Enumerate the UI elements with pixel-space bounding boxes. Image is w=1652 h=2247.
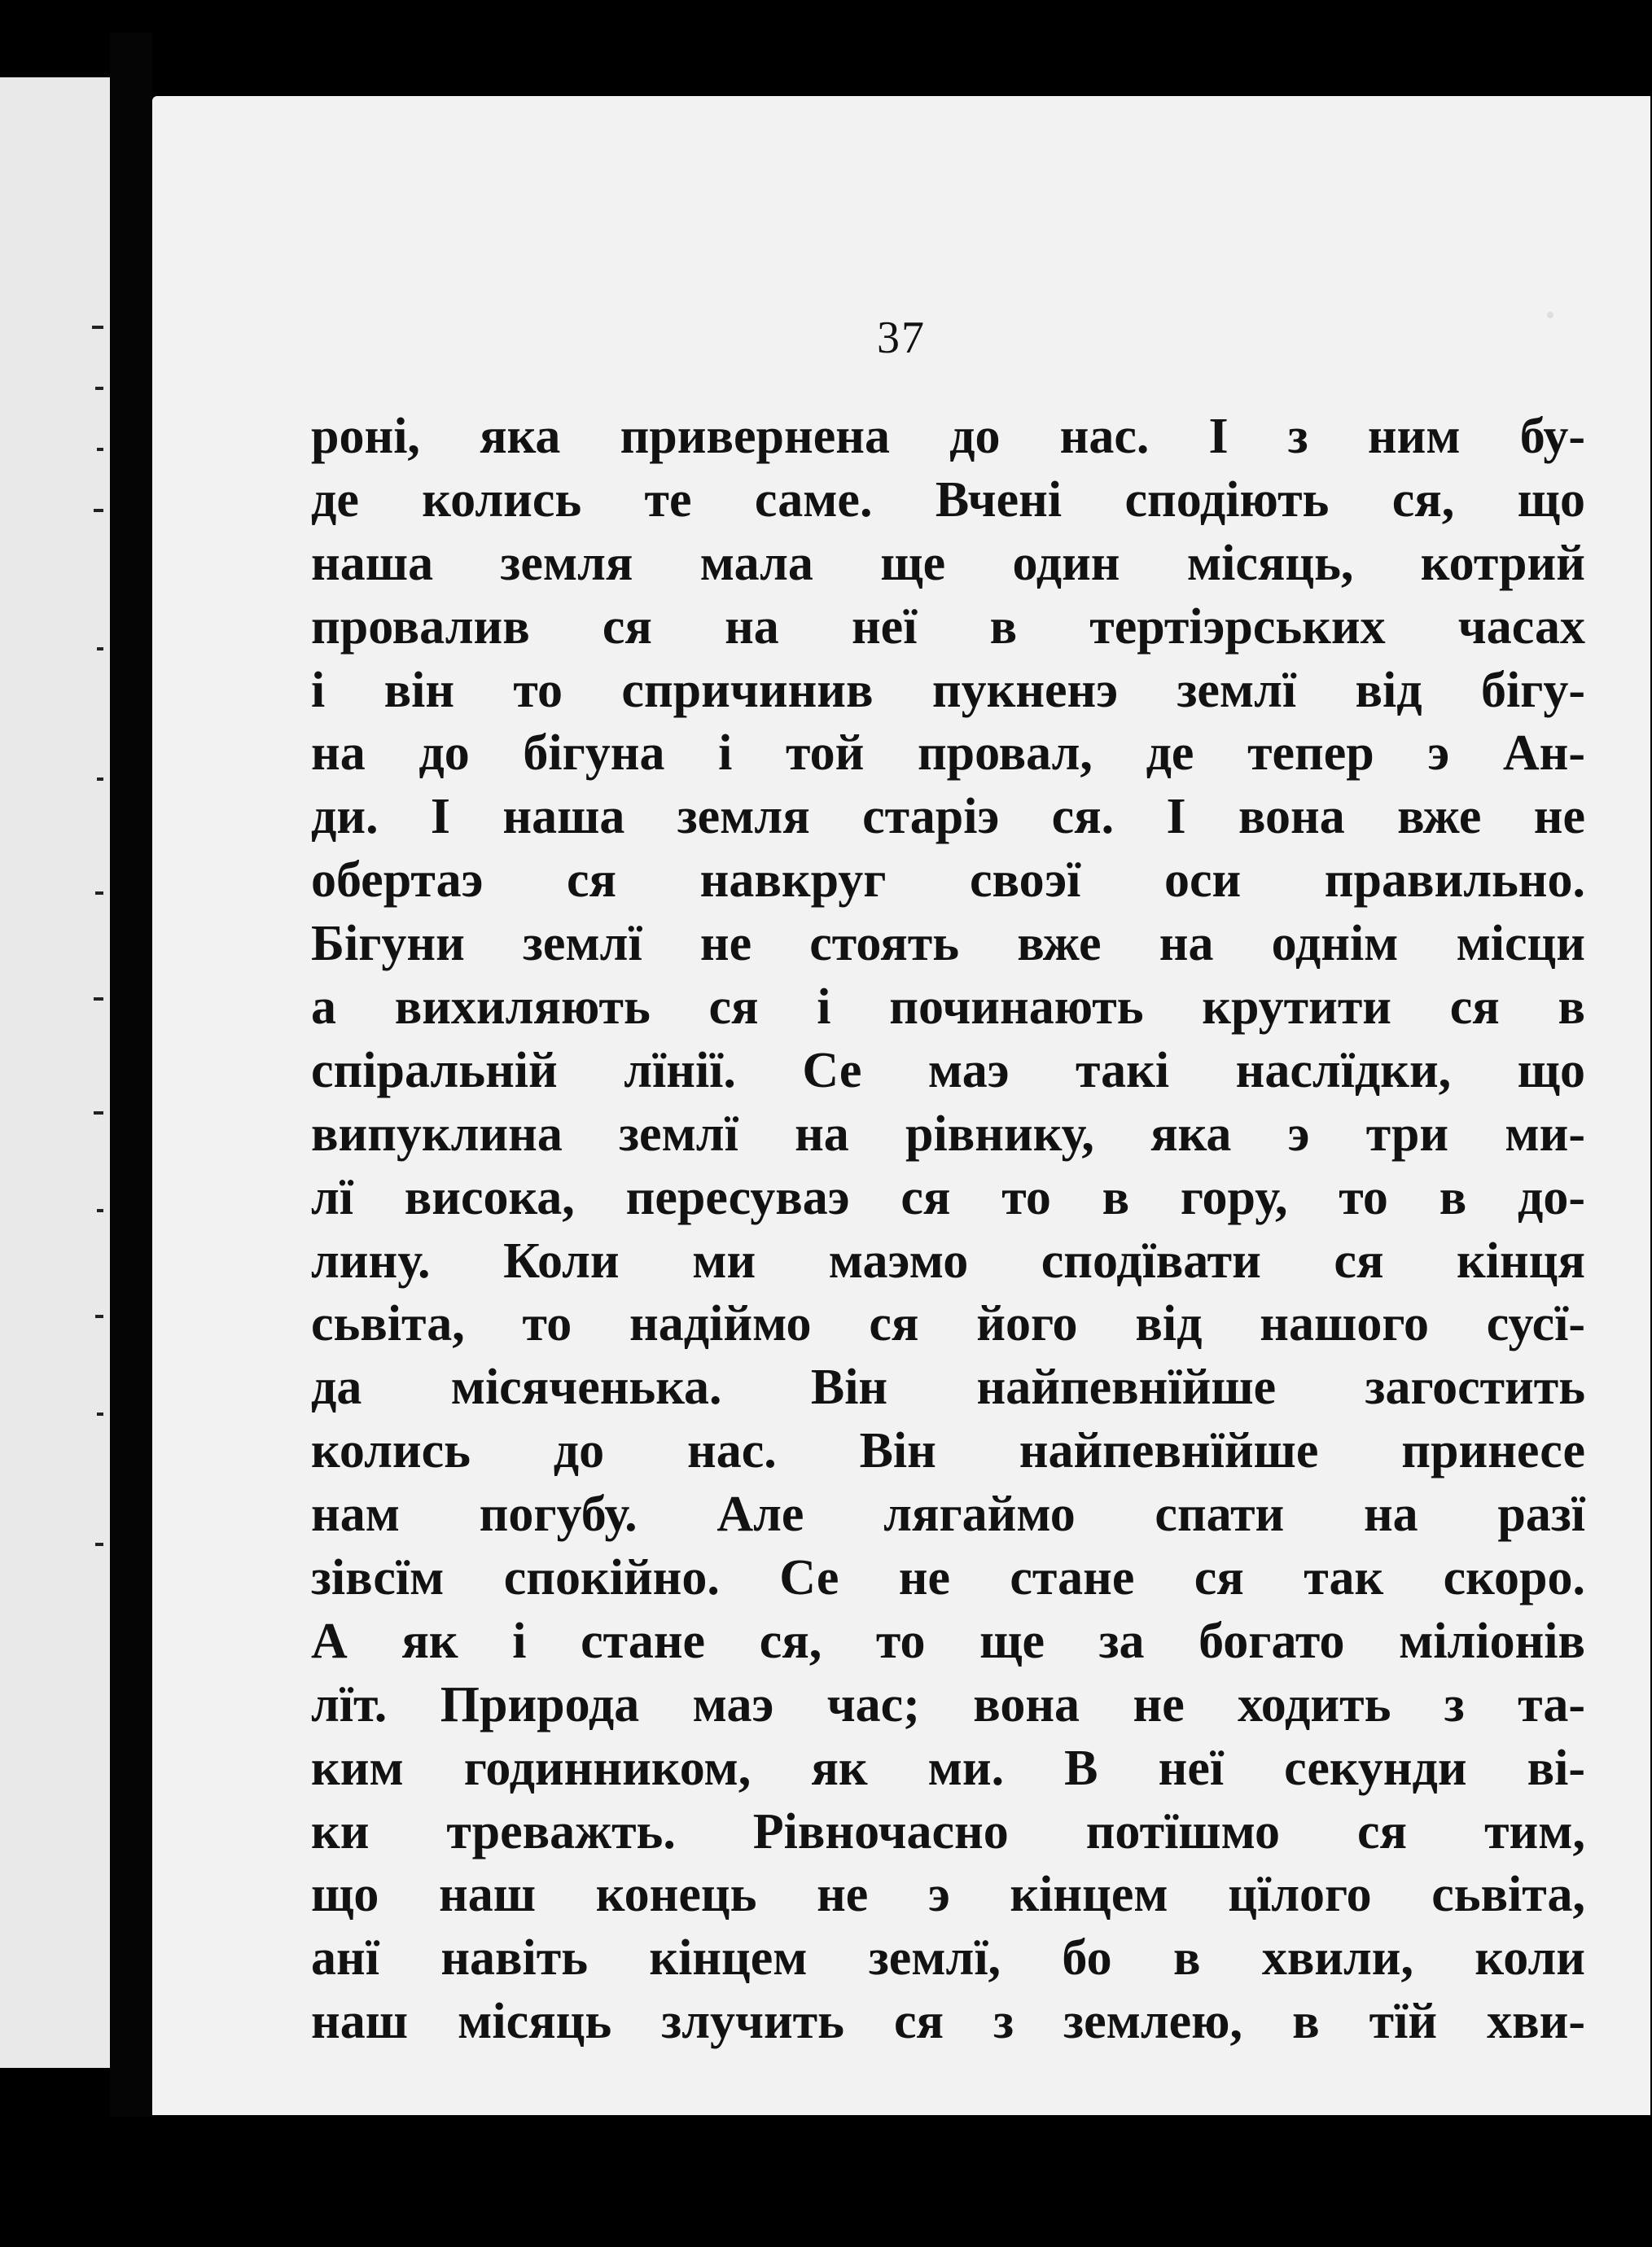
previous-page-edge — [0, 77, 110, 2068]
text-line: де колись те саме. Вчені сподіють ся, що — [311, 471, 1585, 528]
prev-page-mark — [97, 1209, 103, 1212]
text-line: лї висока, пересуваэ ся то в гору, то в до- — [311, 1169, 1585, 1225]
text-line: зівсїм спокійно. Се не стане ся так скоро. — [311, 1550, 1585, 1606]
text-line: ди. І наша земля старіэ ся. І вона вже не — [311, 789, 1585, 845]
text-line: анї навіть кінцем землї, бо в хвили, коли — [311, 1930, 1585, 1986]
text-line: випуклина землї на рівнику, яка э три ми- — [311, 1106, 1585, 1162]
text-line: спіральній лїнії. Се маэ такі наслїдки, що — [311, 1042, 1585, 1098]
prev-page-mark — [97, 448, 103, 451]
prev-page-mark — [94, 997, 103, 1001]
text-line: роні, яка привернена до нас. І з ним бу- — [311, 409, 1585, 464]
prev-page-mark — [95, 891, 103, 895]
prev-page-mark — [95, 387, 103, 390]
text-line: на до бігуна і той провал, де тепер э Ан- — [311, 725, 1585, 782]
text-line: лїт. Природа маэ час; вона не ходить з та- — [311, 1676, 1585, 1732]
text-line: нам погубу. Але лягаймо спати на разї — [311, 1487, 1585, 1543]
text-line: що наш конець не э кінцем цїлого сьвіта, — [311, 1867, 1585, 1923]
text-line: да місяченька. Він найпевнїйше загостить — [311, 1360, 1585, 1416]
text-line: ким годинником, як ми. В неї секунди ві- — [311, 1740, 1585, 1796]
text-line: провалив ся на неї в тертіэрських часах — [311, 598, 1585, 655]
prev-page-mark — [95, 1315, 103, 1318]
text-line: ки треважть. Рівночасно потїшмо ся тим, — [311, 1803, 1585, 1859]
book-gutter — [110, 33, 152, 2117]
prev-page-mark — [97, 777, 103, 781]
prev-page-mark — [94, 1111, 103, 1115]
text-line: наш місяць злучить ся з землею, в тїй хви- — [311, 1994, 1585, 2050]
text-line: обертаэ ся навкруг своэї оси правильно. — [311, 852, 1585, 909]
text-line: і він то спричинив пукненэ землї від бігу- — [311, 662, 1585, 718]
text-line: лину. Коли ми маэмо сподївати ся кінця — [311, 1233, 1585, 1289]
book-page — [152, 96, 1650, 2115]
text-line: сьвіта, то надіймо ся його від нашого сусї- — [311, 1296, 1585, 1352]
prev-page-mark — [97, 647, 103, 650]
prev-page-mark — [92, 326, 103, 329]
prev-page-mark — [95, 1543, 103, 1546]
body-text — [311, 405, 1585, 2054]
scan-speck — [1547, 312, 1553, 318]
prev-page-mark — [97, 1413, 103, 1416]
text-line: Бігуни землї не стоять вже на однім місци — [311, 916, 1585, 972]
text-line: наша земля мала ще один місяць, котрий — [311, 535, 1585, 591]
page-number: 37 — [877, 313, 926, 363]
prev-page-mark — [94, 509, 103, 512]
text-line: колись до нас. Він найпевнїйше принесе — [311, 1423, 1585, 1479]
text-line: А як і стане ся, то ще за богато міліонів — [311, 1613, 1585, 1669]
text-line: а вихиляють ся і починають крутити ся в — [311, 979, 1585, 1036]
